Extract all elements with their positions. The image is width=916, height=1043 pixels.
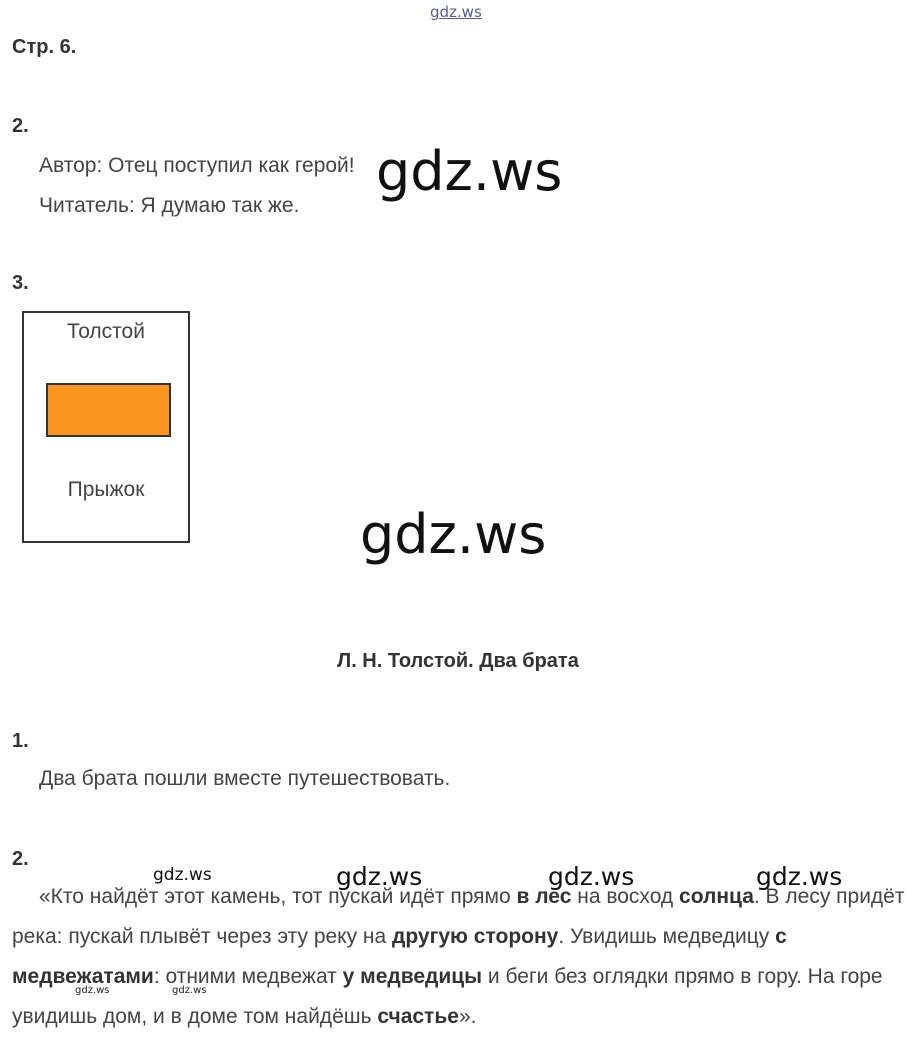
task-number: 2. [12, 115, 29, 137]
task-number: 3. [12, 272, 29, 294]
cover-title: Прыжок [67, 478, 145, 501]
quote-segment: «Кто найдёт этот камень, тот пускай идёт прямо [39, 885, 517, 908]
quote-bold-segment: у медведицы [342, 965, 483, 988]
watermark-medium: gdz.ws [756, 862, 843, 891]
cover-color-block [46, 383, 171, 437]
watermark-large: gdz.ws [360, 503, 547, 566]
reader-line: Читатель: Я думаю так же. [39, 194, 300, 217]
quote-bold-segment: в лес [516, 885, 572, 908]
watermark-top: gdz.ws [430, 3, 482, 21]
quote-segment: ». [458, 1005, 477, 1028]
answer-text: Два брата пошли вместе путешествовать. [39, 767, 451, 790]
author-line: Автор: Отец поступил как герой! [39, 154, 355, 177]
watermark-small: gdz.ws [153, 865, 212, 885]
quote-segment: на восход [571, 885, 680, 908]
quote-segment: . В лесу придёт река: пускай плывёт через эту реку на [12, 885, 905, 948]
task-number: 1. [12, 730, 29, 752]
watermark-tiny: gdz.ws [172, 985, 207, 996]
task-number: 2. [12, 848, 29, 870]
watermark-medium: gdz.ws [336, 862, 423, 891]
quote-segment: : отними медвежат [153, 965, 343, 988]
watermark-tiny: gdz.ws [75, 985, 110, 996]
quote-segment: . Увидишь медведицу [558, 925, 776, 948]
quote-segment: и беги без оглядки прямо в гору. На горе увидишь дом, и в доме том найдёшь [12, 965, 883, 1028]
quote-bold-segment: солнца [679, 885, 754, 908]
section-title: Л. Н. Толстой. Два брата [337, 650, 579, 672]
watermark-medium: gdz.ws [548, 862, 635, 891]
quote-paragraph [12, 877, 908, 1037]
watermark-large: gdz.ws [376, 140, 563, 203]
quote-bold-segment: с медвежатами [12, 925, 787, 988]
page-label: Стр. 6. [12, 36, 77, 58]
quote-bold-segment: другую сторону [392, 925, 559, 948]
cover-author: Толстой [67, 320, 145, 343]
quote-bold-segment: счастье [377, 1005, 459, 1028]
